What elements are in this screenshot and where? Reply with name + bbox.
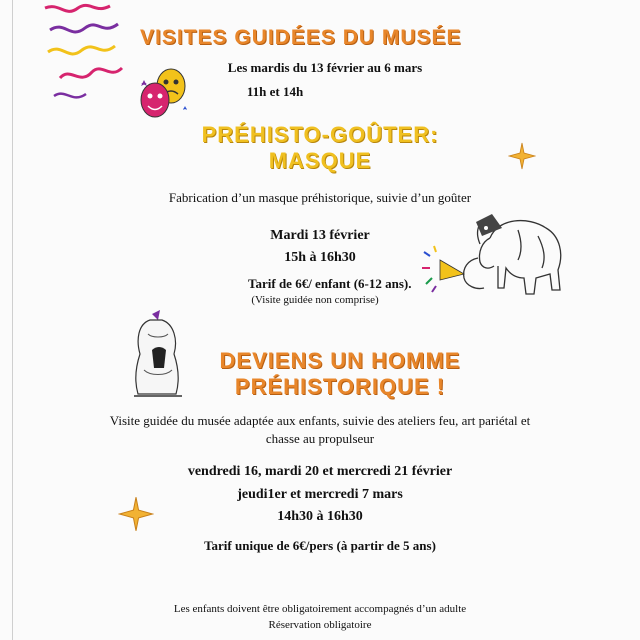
theatre-masks-icon (135, 66, 190, 124)
sparkle-star-icon (118, 496, 154, 532)
section1-dates: Les mardis du 13 février au 6 mars (227, 60, 423, 75)
venus-statue-with-party-hat-icon (130, 310, 188, 400)
section3-title-line1: DEVIENS UN HOMME (219, 348, 461, 373)
section1-title: VISITES GUIDÉES DU MUSÉE (140, 26, 462, 49)
sparkle-star-icon (508, 142, 536, 170)
section3-time: 14h30 à 16h30 (277, 509, 363, 524)
section2-price: Tarif de 6€/ enfant (6-12 ans). (248, 276, 412, 291)
section2-time: 15h à 16h30 (284, 250, 356, 265)
section3-dates-line2: jeudi1er et mercredi 7 mars (237, 487, 403, 502)
section3-description-line1: Visite guidée du musée adaptée aux enfants, suivie des ateliers feu, art pariétal et (109, 413, 531, 428)
section2-date: Mardi 13 février (270, 228, 370, 243)
section3-description-line2: chasse au propulseur (265, 431, 375, 446)
section2-note: (Visite guidée non comprise) (251, 294, 379, 306)
mammoth-with-horn-icon (418, 208, 570, 304)
section2-title-line1: PRÉHISTO-GOÛTER: (201, 122, 439, 147)
footer-line2: Réservation obligatoire (268, 619, 372, 631)
section1-hours: 11h et 14h (246, 84, 304, 99)
section3-dates-line1: vendredi 16, mardi 20 et mercredi 21 février (187, 464, 453, 479)
party-streamers-icon (40, 0, 135, 110)
section3-price: Tarif unique de 6€/pers (à partir de 5 ans) (204, 538, 436, 553)
page-border-line (12, 0, 13, 640)
section2-description: Fabrication d’un masque préhistorique, suivie d’un goûter (168, 190, 472, 205)
footer-line1: Les enfants doivent être obligatoirement accompagnés d’un adulte (173, 603, 467, 615)
section3-title-line2: PRÉHISTORIQUE ! (234, 374, 446, 399)
section2-title-line2: MASQUE (268, 148, 372, 173)
